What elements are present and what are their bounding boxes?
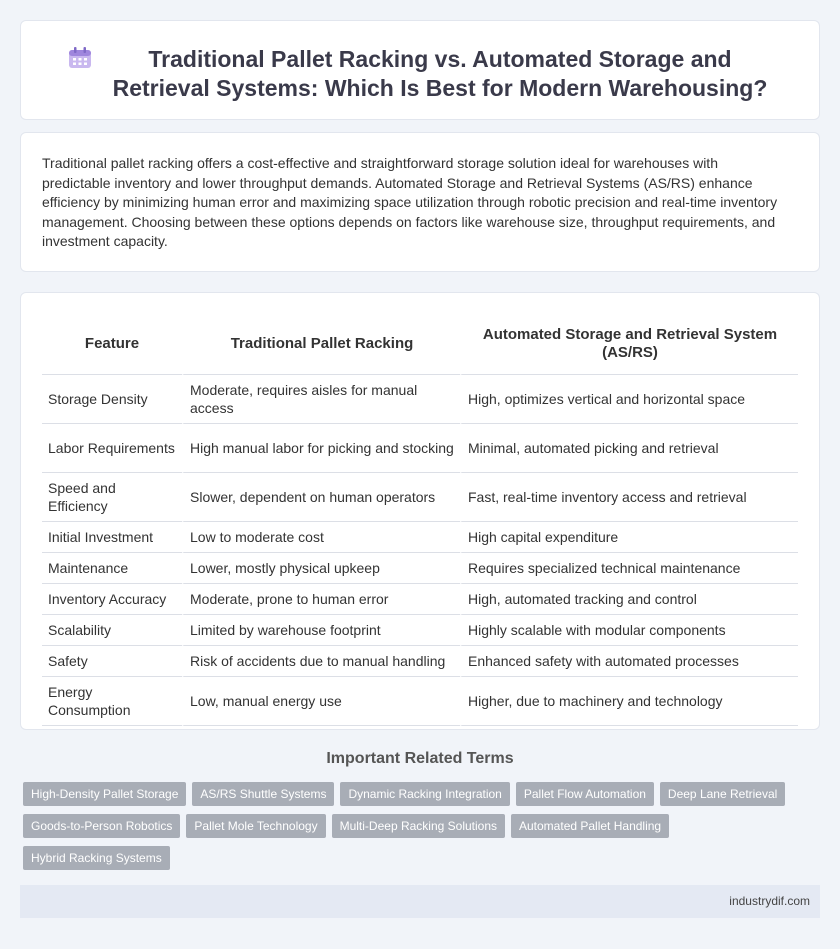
feature-cell: Initial Investment <box>42 522 182 553</box>
traditional-cell: Slower, dependent on human operators <box>182 473 460 522</box>
table-row <box>42 615 798 646</box>
table-row <box>42 424 798 473</box>
table-row <box>42 646 798 677</box>
related-term-tag[interactable]: Pallet Flow Automation <box>516 782 654 806</box>
intro-card <box>20 132 820 272</box>
table-row <box>42 584 798 615</box>
title-card <box>20 20 820 120</box>
header-traditional: Traditional Pallet Racking <box>182 313 460 375</box>
related-terms-list <box>23 782 803 870</box>
asrs-cell: Fast, real-time inventory access and retrieval <box>460 473 798 522</box>
table-row <box>42 522 798 553</box>
asrs-cell: Higher, due to machinery and technology <box>460 677 798 726</box>
related-term-tag[interactable]: Goods-to-Person Robotics <box>23 814 180 838</box>
feature-cell: Scalability <box>42 615 182 646</box>
traditional-cell: Moderate, prone to human error <box>182 584 460 615</box>
related-term-tag[interactable]: AS/RS Shuttle Systems <box>192 782 334 806</box>
related-term-tag[interactable]: Hybrid Racking Systems <box>23 846 170 870</box>
traditional-cell: Low, manual energy use <box>182 677 460 726</box>
feature-cell: Storage Density <box>42 375 182 424</box>
feature-cell: Energy Consumption <box>42 677 182 726</box>
asrs-cell: High, automated tracking and control <box>460 584 798 615</box>
asrs-cell: Enhanced safety with automated processes <box>460 646 798 677</box>
feature-cell: Maintenance <box>42 553 182 584</box>
traditional-cell: Limited by warehouse footprint <box>182 615 460 646</box>
feature-cell: Labor Requirements <box>42 424 182 473</box>
table-row <box>42 677 798 726</box>
table-row <box>42 375 798 424</box>
asrs-cell: High capital expenditure <box>460 522 798 553</box>
table-header-row <box>42 313 798 375</box>
traditional-cell: High manual labor for picking and stocking <box>182 424 460 473</box>
feature-cell: Safety <box>42 646 182 677</box>
traditional-cell: Lower, mostly physical upkeep <box>182 553 460 584</box>
table-row <box>42 473 798 522</box>
related-term-tag[interactable]: Dynamic Racking Integration <box>340 782 509 806</box>
feature-cell: Speed and Efficiency <box>42 473 182 522</box>
table-row <box>42 553 798 584</box>
related-term-tag[interactable]: Deep Lane Retrieval <box>660 782 785 806</box>
traditional-cell: Low to moderate cost <box>182 522 460 553</box>
related-term-tag[interactable]: Automated Pallet Handling <box>511 814 669 838</box>
related-terms-heading: Important Related Terms <box>326 750 514 767</box>
asrs-cell: High, optimizes vertical and horizontal space <box>460 375 798 424</box>
asrs-cell: Highly scalable with modular components <box>460 615 798 646</box>
header-feature: Feature <box>42 313 182 375</box>
comparison-card <box>20 292 820 730</box>
related-term-tag[interactable]: Pallet Mole Technology <box>186 814 325 838</box>
header-asrs: Automated Storage and Retrieval System (AS/RS) <box>460 313 798 375</box>
page-title: Traditional Pallet Racking vs. Automated Storage and Retrieval Systems: Which Is Best for Modern Warehousing? <box>112 46 768 101</box>
related-term-tag[interactable]: Multi-Deep Racking Solutions <box>332 814 505 838</box>
intro-paragraph: Traditional pallet racking offers a cost-effective and straightforward storage solution ideal for warehouses with predictable inventory and lower throughput demands. Automated Storage and Retrieval Systems (AS/RS) enhance efficiency by minimizing human error and maximizing space utilization through robotic precision and real-time inventory management. Choosing between these options depends on factors like warehouse size, throughput requirements, and investment capacity. <box>42 155 778 250</box>
traditional-cell: Moderate, requires aisles for manual access <box>182 375 460 424</box>
footer-site-link[interactable]: industrydif.com <box>729 894 810 908</box>
asrs-cell: Requires specialized technical maintenance <box>460 553 798 584</box>
related-term-tag[interactable]: High-Density Pallet Storage <box>23 782 186 806</box>
footer-bar <box>20 885 820 918</box>
comparison-table <box>42 313 798 726</box>
traditional-cell: Risk of accidents due to manual handling <box>182 646 460 677</box>
feature-cell: Inventory Accuracy <box>42 584 182 615</box>
asrs-cell: Minimal, automated picking and retrieval <box>460 424 798 473</box>
